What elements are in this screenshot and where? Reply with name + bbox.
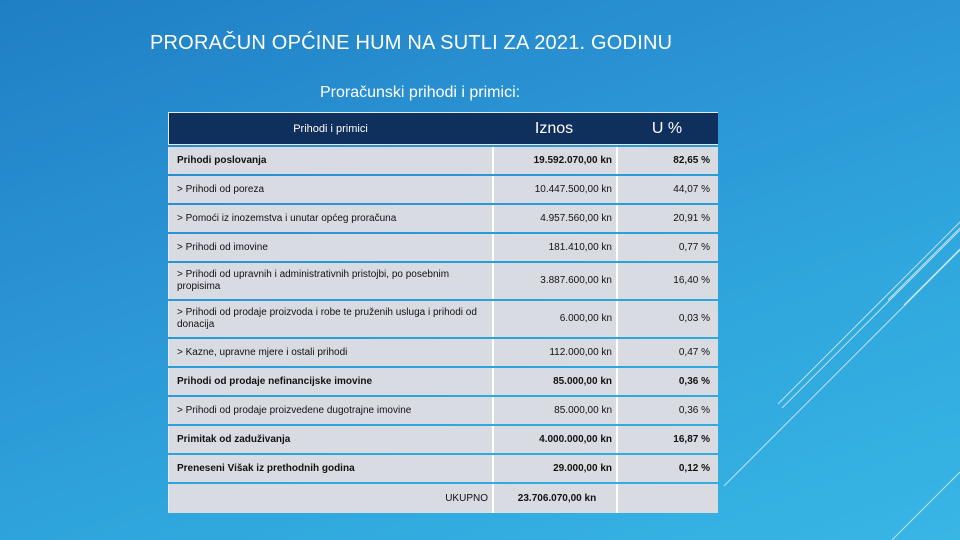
row-amount: 19.592.070,00 kn xyxy=(492,147,616,174)
row-label: > Prihodi od prodaje proizvoda i robe te pruženih usluga i prihodi od donacija xyxy=(168,301,492,337)
total-row xyxy=(168,484,718,513)
row-label: > Prihodi od prodaje proizvedene dugotrajne imovine xyxy=(168,397,492,424)
row-label: > Pomoći iz inozemstva i unutar općeg proračuna xyxy=(168,205,492,232)
table-row xyxy=(168,455,718,482)
table-row xyxy=(168,234,718,261)
row-percent: 44,07 % xyxy=(616,176,718,203)
table-row xyxy=(168,397,718,424)
row-label: > Prihodi od poreza xyxy=(168,176,492,203)
row-label: Prihodi od prodaje nefinancijske imovine xyxy=(168,368,492,395)
row-amount: 4.000.000,00 kn xyxy=(492,426,616,453)
header-percent: U % xyxy=(616,112,718,145)
total-label: UKUPNO xyxy=(168,484,492,513)
table-row xyxy=(168,426,718,453)
row-amount: 3.887.600,00 kn xyxy=(492,263,616,299)
row-label: Prihodi poslovanja xyxy=(168,147,492,174)
row-percent: 0,36 % xyxy=(616,397,718,424)
table-row xyxy=(168,176,718,203)
row-percent: 0,36 % xyxy=(616,368,718,395)
row-percent: 0,47 % xyxy=(616,339,718,366)
table-row xyxy=(168,263,718,299)
row-amount: 181.410,00 kn xyxy=(492,234,616,261)
row-percent: 0,03 % xyxy=(616,301,718,337)
row-percent: 0,77 % xyxy=(616,234,718,261)
row-amount: 112.000,00 kn xyxy=(492,339,616,366)
row-label: > Prihodi od upravnih i administrativnih pristojbi, po posebnim propisima xyxy=(168,263,492,299)
row-label: > Kazne, upravne mjere i ostali prihodi xyxy=(168,339,492,366)
table-row xyxy=(168,147,718,174)
table-row xyxy=(168,368,718,395)
row-amount: 29.000,00 kn xyxy=(492,455,616,482)
row-percent: 20,91 % xyxy=(616,205,718,232)
total-percent xyxy=(616,484,718,513)
table-row xyxy=(168,301,718,337)
row-label: Preneseni Višak iz prethodnih godina xyxy=(168,455,492,482)
row-percent: 0,12 % xyxy=(616,455,718,482)
total-amount: 23.706.070,00 kn xyxy=(492,484,616,513)
page-subtitle: Proračunski prihodi i primici: xyxy=(320,84,521,101)
row-percent: 16,40 % xyxy=(616,263,718,299)
header-label: Prihodi i primici xyxy=(168,112,492,145)
row-amount: 85.000,00 kn xyxy=(492,368,616,395)
row-amount: 85.000,00 kn xyxy=(492,397,616,424)
table-row xyxy=(168,339,718,366)
page-title: PRORAČUN OPĆINE HUM NA SUTLI ZA 2021. GODINU xyxy=(150,32,673,54)
row-amount: 4.957.560,00 kn xyxy=(492,205,616,232)
budget-table xyxy=(168,110,718,515)
header-amount: Iznos xyxy=(492,112,616,145)
row-label: > Prihodi od imovine xyxy=(168,234,492,261)
row-amount: 10.447.500,00 kn xyxy=(492,176,616,203)
row-amount: 6.000,00 kn xyxy=(492,301,616,337)
table-row xyxy=(168,205,718,232)
row-label: Primitak od zaduživanja xyxy=(168,426,492,453)
row-percent: 16,87 % xyxy=(616,426,718,453)
table-header-row xyxy=(168,112,718,145)
row-percent: 82,65 % xyxy=(616,147,718,174)
